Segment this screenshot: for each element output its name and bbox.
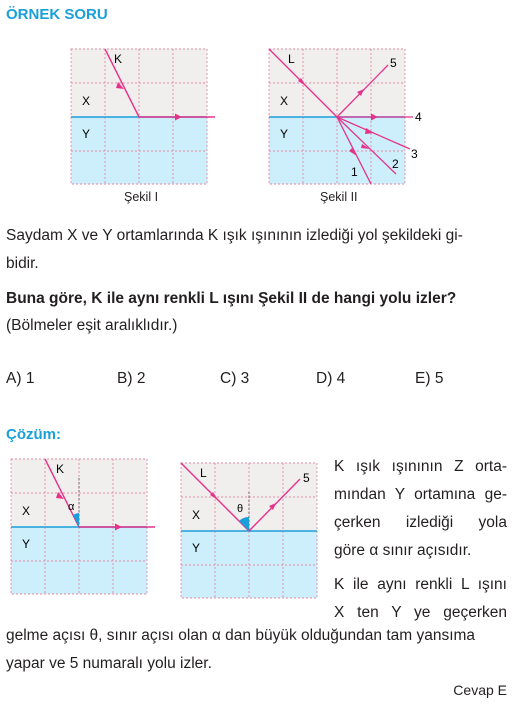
svg-text:5: 5	[303, 471, 310, 485]
solution-line: K ışık ışınının Z orta-	[334, 458, 507, 475]
option-e[interactable]: E) 5	[415, 370, 444, 387]
option-c[interactable]: C) 3	[220, 370, 250, 387]
label-l: L	[288, 52, 295, 66]
solution-figure-2	[180, 462, 330, 604]
caption-2: Şekil II	[320, 190, 358, 204]
label-y: Y	[82, 127, 91, 141]
solution-side-text	[334, 453, 507, 627]
question-line-2: bidir.	[6, 255, 39, 272]
solution-title: Çözüm:	[6, 426, 61, 443]
solution-line: mından Y ortamına ge-	[334, 486, 507, 503]
solution-full-line-1: gelme açısı θ, sınır açısı olan α dan büyük olduğundan tam yansıma	[6, 627, 476, 644]
alpha-label: α	[68, 501, 75, 513]
section-title: ÖRNEK SORU	[6, 6, 108, 23]
label-x: X	[280, 94, 289, 108]
solution-line: X ten Y ye geçerken	[334, 604, 507, 621]
ray-number-5: 5	[390, 56, 397, 70]
answer-label: Cevap E	[453, 682, 507, 698]
option-b[interactable]: B) 2	[117, 370, 146, 387]
label-x: X	[82, 94, 91, 108]
ray-number-3: 3	[411, 147, 418, 161]
ray-number-2: 2	[392, 157, 399, 171]
option-a[interactable]: A) 1	[6, 370, 35, 387]
ray-number-1: 1	[351, 165, 358, 179]
svg-text:X: X	[22, 504, 31, 518]
option-d[interactable]: D) 4	[316, 370, 346, 387]
svg-text:Y: Y	[22, 537, 31, 551]
question-line-1: Saydam X ve Y ortamlarında K ışık ışınının izlediği yol şekildeki gi-	[6, 227, 463, 244]
question-bold: Buna göre, K ile aynı renkli L ışını Şekil II de hangi yolu izler?	[6, 290, 457, 307]
question-note: (Bölmeler eşit aralıklıdır.)	[6, 317, 178, 334]
svg-text:X: X	[192, 508, 201, 522]
figure-2	[268, 48, 428, 190]
svg-text:L: L	[200, 466, 207, 480]
solution-full-line-2: yapar ve 5 numaralı yolu izler.	[6, 655, 212, 672]
label-y: Y	[280, 127, 289, 141]
ray-number-4: 4	[415, 110, 422, 124]
solution-figure-1	[10, 458, 160, 600]
caption-1: Şekil I	[124, 190, 159, 204]
solution-line: K ile aynı renkli L ışını	[334, 576, 507, 593]
figure-1	[70, 48, 220, 190]
label-k: K	[114, 52, 123, 66]
theta-label: θ	[237, 503, 244, 515]
solution-line: çerken izlediği yola	[334, 514, 507, 531]
svg-text:K: K	[56, 462, 65, 476]
svg-text:Y: Y	[192, 541, 201, 555]
solution-line: göre α sınır açısıdır.	[334, 542, 472, 559]
